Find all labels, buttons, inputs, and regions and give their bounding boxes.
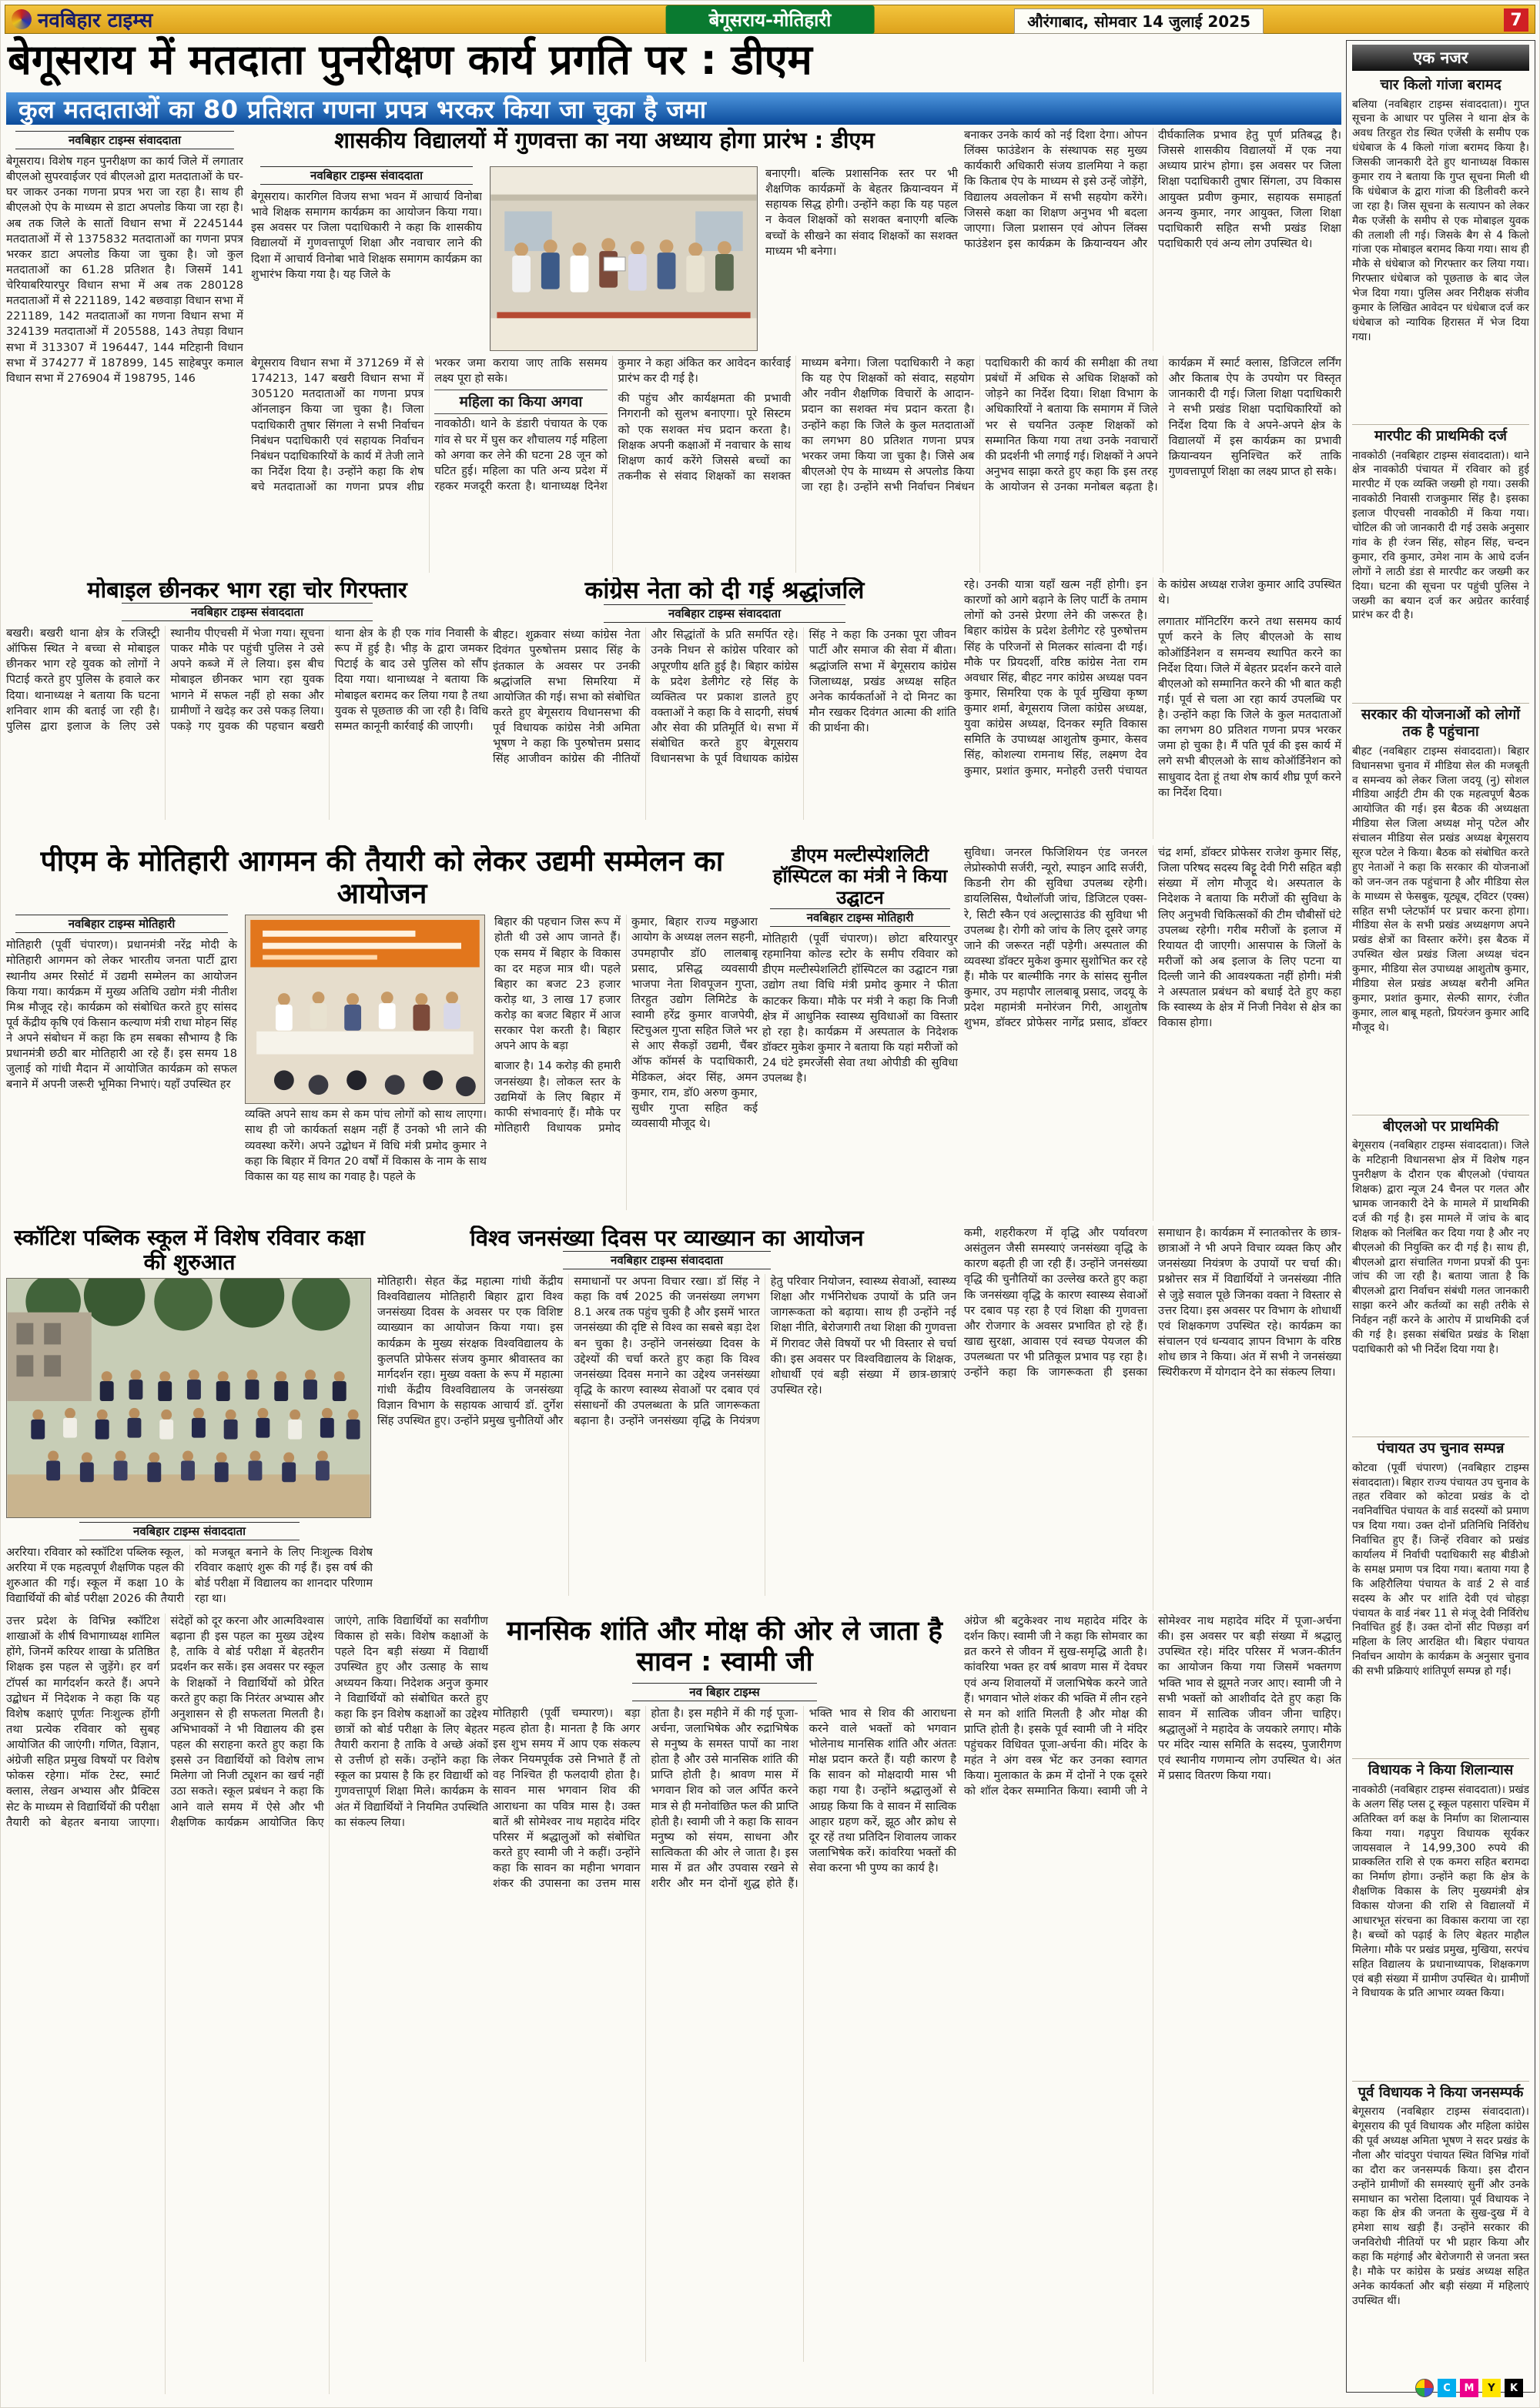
photo-pm-summit-stage (245, 915, 485, 1104)
article-headline: मानसिक शांति और मोक्ष की ओर ले जाता है सावन : स्वामी जी (506, 1617, 943, 1677)
article-body: उत्तर प्रदेश के विभिन्न स्कॉटिश शाखाओं के शीर्ष विभागाध्यक्ष शामिल होंगे, जिनमें करियर शाखा के प्रतिष्ठित शिक्षक इस पहल से जुड़ेंगे। हर वर्ग टॉपर्स का मार्गदर्शन करते हैं। अपने उद्बोधन में निदेशक ने कहा कि यह विशेष कक्षाएं पूर्णतः निःशुल्क होंगी तथा प्रत्येक रविवार को सुबह आयोजित की जाएं‍गी। गणित, विज्ञान, अंग्रेजी सहित प्रमुख विषयों पर विशेष फोकस रहेगा। मॉक टेस्ट, स्मार्ट क्लास, लेखन अभ्यास और प्रैक्टिस सेट के माध्यम से विद्यार्थियों की परीक्षा तैयारी को बेहतर बनाया जाएगा। संदेहों को दूर करना और आत्मविश्वास बढ़ाना ही इस पहल का मुख्य उद्देश्य है, ताकि वे बोर्ड परीक्षा में बेहतरीन प्रदर्शन कर सकें। इस अवसर पर स्कूल के शिक्षकों ने विद्यार्थियों को प्रेरित करते हुए कहा कि निरंतर अभ्यास और अनुशासन से ही सफलता मिलती है। अभिभावकों ने भी विद्यालय की इस पहल की सराहना करते हुए कहा कि इससे उन विद्यार्थियों को विशेष लाभ मिलेगा जो निजी ट्यूशन का खर्च नहीं उठा सकते। स्कूल प्रबंधन ने कहा कि आने वाले समय में ऐसे और भी शैक्षणिक कार्यक्रम आयोजित किए जाएंगे, ताकि विद्यार्थियों का सर्वांगीण विकास हो सके। विशेष कक्षाओं के पहले दिन बड़ी संख्या में विद्यार्थी उपस्थित हुए और उत्साह के साथ अध्ययन किया। निदेशक अनुज कुमार ने विद्यार्थियों को संबोधित करते हुए कहा कि इन विशेष कक्षाओं का उद्देश्य छात्रों को बोर्ड परीक्षा के लिए बेहतर तैयारी कराना है ताकि वे अच्छे अंकों से उत्तीर्ण हो सकें। उन्होंने कहा कि स्कूल का प्रयास है कि हर विद्यार्थी को गुणवत्तापूर्ण शिक्षा मिले। कार्यक्रम के अंत में विद्यार्थियों ने नियमित उपस्थिति का संकल्प लिया। (6, 1614, 488, 1829)
byline: नवबिहार टाइम्स मोतिहारी (770, 908, 950, 927)
article-body: की पहुंच और कार्यक्षमता की प्रभावी निगरानी को सुलभ बनाएगा। पूरे सिस्टम को एक सशक्त मंच प्रदान करता है। शिक्षक अपनी कक्षाओं में नवाचार के साथ शिक्षण कार्य करेंगे जिससे बच्चों का तकनीक से संवाद शिक्षकों का सशक्त माध्यम बनेगा। जिला पदाधिकारी ने कहा कि यह ऐप शिक्षकों को संवाद, सहयोग और नवीन शैक्षणिक विचारों के आदान-प्रदान का सशक्त मंच प्रदान करता है। उन्होंने कहा कि जिले के कुल मतदाताओं का लगभग 80 प्रतिशत गणना प्रपत्र भरकर जमा किया जा चुका है। जिसे अब बीएलओ ऐप के माध्यम से अपलोड किया जा रहा है। उन्होंने सभी निर्वाचन निबंधन पदाधिकारी की कार्य की समीक्षा की तथा प्रबंधों में अधिक से अधिक शिक्षकों को जोड़ने का निर्देश दिया। शिक्षा विभाग के अधिकारियों ने बताया कि समागम में जिले भर से चयनित उत्कृष्ट शिक्षकों को सम्मानित किया गया तथा उनके नवाचारों की प्रदर्शनी भी लगाई गई। शिक्षकों ने अपने अनुभव साझा करते हुए कहा कि इस तरह के आयोजन से उनका मनोबल बढ़ता है। कार्यक्रम में स्मार्ट क्लास, डिजिटल लर्निंग और किताब ऐप के उपयोग पर विस्तृत जानकारी दी गई। जिला शिक्षा पदाधिकारी ने सभी प्रखंड शिक्षा पदाधिकारियों को निर्देश दिया कि वे अपने-अपने क्षेत्र के विद्यालयों में इस कार्यक्रम का प्रभावी क्रियान्वयन सुनिश्चित करें ताकि गुणवत्तापूर्ण शिक्षा का लक्ष्य प्राप्त हो सके। (618, 356, 1341, 493)
byline: नवबिहार टाइम्स संवाददाता (15, 131, 233, 149)
byline: नवबिहार टाइम्स संवाददाता (122, 603, 373, 621)
article-voter-revision (6, 131, 243, 573)
article-school-col1 (251, 166, 482, 353)
article-population-day (377, 1226, 956, 1610)
sidebar-title: एक नजर (1352, 45, 1529, 71)
article-school-continuation-right (964, 128, 1341, 351)
sidebar-item-body: कोटवा (पूर्वी चंपारण) (नवबिहार टाइम्स संवाददाता)। बिहार राज्य पंचायत उप चुनाव के तहत रविवार को कोटवा प्रखंड के दो नवनिर्वाचित पंचायत के वार्ड सदस्यों को प्रमाण पत्र दिया गया। उक्त दोनों प्रतिनिधि निर्विरोध निर्वाचित हुए हैं। जिन्हें रविवार को प्रखंड कार्यालय में निर्वाची पदाधिकारी सह बीडीओ के समक्ष प्रमाण पत्र दिया गया। बताया गया है कि अहिरौलिया पंचायत के वार्ड 2 से वार्ड सदस्य के और पर शांति देवी एवं चोहड़ा पंचायत के वार्ड नंबर 11 से मंजू देवी निर्विरोध निर्वाचित हुई हैं। उक्त दोनों सीट पिछड़ा वर्ग महिला के लिए आरक्षित थी। बिहार पंचायत निर्वाचन आयोग के कार्यक्रम के अनुसार चुनाव की सभी प्रक्रियाएं शांतिपूर्ण सम्पन्न हो गईं। (1352, 1461, 1529, 1678)
byline: नवबिहार टाइम्स संवाददाता (79, 1522, 300, 1540)
article-headline: विश्व जनसंख्या दिवस पर व्याख्यान का आयोजन (470, 1226, 864, 1251)
sidebar-item-headline: सरकार की योजनाओं को लोगों तक है पहुंचाना (1361, 706, 1521, 741)
article-body: मोतिहारी (पूर्वी चम्पारण)। बड़ा महत्व होता है। मानता है कि अगर इस शुभ समय में आप एक संकल्प लेकर नियमपूर्वक उसे निभाते हैं तो वह निश्चित ही फलदायी होता है। सावन मास भगवान शिव की आराधना का पवित्र मास है। उक्त बातें श्री सोमेश्वर नाथ महादेव मंदिर परिसर में श्रद्धालुओं को संबोधित करते हुए स्वामी जी ने कहीं। उन्होंने कहा कि सावन का महीना भगवान शंकर की उपासना का उत्तम मास होता है। इस महीने में की गई पूजा-अर्चना, जलाभिषेक और रुद्राभिषेक से मनुष्य के समस्त पापों का नाश होता है और उसे मानसिक शांति की प्राप्ति होती है। श्रावण मास में भगवान शिव को जल अर्पित करने मात्र से ही मनोवांछित फल की प्राप्ति होती है। स्वामी जी ने कहा कि सावन मनुष्य को संयम, साधना और सात्विकता की ओर ले जाता है। इस मास में व्रत और उपवास रखने से शरीर और मन दोनों शुद्ध होते हैं। भक्ति भाव से शिव की आराधना करने वाले भक्तों को भगवान भोलेनाथ मानसिक शांति और अंततः मोक्ष प्रदान करते हैं। यही कारण है कि सावन को मोक्षदायी मास भी कहा गया है। उन्होंने श्रद्धालुओं से आग्रह किया कि वे सावन में सात्विक आहार ग्रहण करें, झूठ और क्रोध से दूर रहें तथा प्रतिदिन शिवालय जाकर जलाभिषेक करें। कांवरिया भक्तों की सेवा करना भी पुण्य का कार्य है। (493, 1706, 956, 1891)
article-body: मोतिहारी। सेहत केंद्र महात्मा गांधी केंद्रीय विश्वविद्यालय मोतिहारी बिहार द्वारा विश्व जनसंख्या दिवस के अवसर पर एक विशिष्ट व्याख्यान का आयोजन किया गया। इस कार्यक्रम के मुख्य संरक्षक विश्वविद्यालय के कुलपति प्रोफेसर संजय कुमार श्रीवास्तव का मार्गदर्शन रहा। मुख्य वक्ता के रूप में महात्मा गांधी केंद्रीय विश्वविद्यालय के जनसंख्या विज्ञान विभाग के सहायक आचार्य डॉ. दुर्गेश सिंह उपस्थित हुए। उन्होंने प्रमुख चुनौतियों और समाधानों पर अपना विचार रखा। डॉ सिंह ने कहा कि वर्ष 2025 की जनसंख्या लगभग 8.1 अरब तक पहुंच चुकी है और इसमें भारत जनसंख्या की दृष्टि से विश्व का सबसे बड़ा देश बन चुका है। उन्होंने जनसंख्या दिवस के उद्देश्यों की चर्चा करते हुए कहा कि विश्व जनसंख्या दिवस मनाने का उद्देश्य जनसंख्या वृद्धि के कारण स्वास्थ्य सेवाओं पर दबाव एवं संसाधनों की उपलब्धता के प्रति जागरूकता बढ़ाना है। उन्होंने जनसंख्या वृद्धि के नियंत्रण हेतु परिवार नियोजन, स्वास्थ्य सेवाओं, स्वास्थ्य शिक्षा और गर्भनिरोधक उपायों के प्रति जन जागरूकता को बढ़ाया। साथ ही उन्होंने नई शिक्षा नीति, बेरोजगारी तथा शिक्षा की गुणवत्ता में गिरावट जैसे विषयों पर भी विस्तार से चर्चा की। इस अवसर पर विश्वविद्यालय के शिक्षक, शोधार्थी एवं बड़ी संख्या में छात्र-छात्राएं उपस्थित रहे। (377, 1275, 956, 1428)
sidebar-item-headline: विधायक ने किया शिलान्यास (1368, 1762, 1514, 1779)
edition-banner: बेगूसराय-मोतिहारी (666, 5, 875, 34)
article-body: मोतिहारी (पूर्वी चंपारण)। प्रधानमंत्री नरेंद्र मोदी के मोतिहारी आगमन को लेकर भारतीय जनता पार्टी द्वारा स्थानीय अमर रिसोर्ट में उद्यमी सम्मेलन का आयोजन किया गया। कार्यक्रम में मुख्य अतिथि उद्योग मंत्री नीतीश मिश्र मौजूद रहे। कार्यक्रम को संबोधित करते हुए सांसद पूर्व केंद्रीय कृषि एवं किसान कल्याण मंत्री राधा मोहन सिंह ने अपने संबोधन में कहा कि हम सबका सौभाग्य है कि प्रधानमंत्री छठी बार मोतिहारी आ रहे हैं। इस समय 18 जुलाई को गांधी मैदान में आयोजित कार्यक्रम को सफल बनाने में अपनी जरूरी भूमिका निभाएं। यहाँ उपस्थित हर (6, 938, 237, 1092)
sidebar-item-panchayat-bypoll (1352, 1437, 1529, 1759)
article-body: बखरी। बखरी थाना क्षेत्र के रजिस्ट्री ऑफिस स्थित ने बच्चा से मोबाइल छीनकर भाग रहे युवक को लोगों ने पिटाई करते हुए पुलिस के हवाले कर दिया। थानाध्यक्ष ने बताया कि घटना शनिवार शाम की बताई जा रही है। पुलिस द्वारा इलाज के लिए उसे स्थानीय पीएचसी में भेजा गया। सूचना पाकर मौके पर पहुंची पुलिस ने उसे अपने कब्जे में ले लिया। इस बीच मोबाइल छीनकर भाग रहा युवक भागने में सफल नहीं हो सका और ग्रामीणों ने खदेड़ कर उसे पकड़ लिया। पकड़े गए युवक की पहचान बखरी थाना क्षेत्र के ही एक गांव निवासी के रूप में हुई है। भीड़ के द्वारा जमकर पिटाई के बाद उसे पुलिस को सौंप दिया गया। थानाध्यक्ष ने बताया कि मोबाइल बरामद कर लिया गया है तथा युवक से पूछताछ की जा रही है। विधि सम्मत कानूनी कार्रवाई की जाएगी। (6, 627, 488, 733)
byline: नवबिहार टाइम्स संवाददाता (563, 1251, 772, 1269)
article-body: अंग्रेज श्री बटुकेश्वर नाथ महादेव मंदिर के दर्शन किए। स्वामी जी ने कहा कि सोमवार का व्रत करने से जीवन में सुख-समृद्धि आती है। कांवरिया भक्त हर वर्ष श्रावण मास में देवघर एवं अन्य शिवालयों में जलाभिषेक करने जाते हैं। भगवान भोले शंकर की भक्ति में लीन रहने से मन को शांति मिलती है और मोक्ष की प्राप्ति होती है। इसके पूर्व स्वामी जी ने मंदिर पहुंचकर विधिवत पूजा-अर्चना की। मंदिर के महंत ने अंग वस्त्र भेंट कर उनका स्वागत किया। मुलाकात के क्रम में दोनों ने एक दूसरे को शॉल देकर सम्मानित किया। स्वामी जी ने सोमेश्वर नाथ महादेव मंदिर में पूजा-अर्चना की। इस अवसर पर बड़ी संख्या में श्रद्धालु उपस्थित रहे। मंदिर परिसर में भजन-कीर्तन का आयोजन किया गया जिसमें भक्तगण भक्ति भाव से झूमते नजर आए। स्वामी जी ने सभी भक्तों को आशीर्वाद देते हुए कहा कि सावन में सात्विक जीवन जीना चाहिए। श्रद्धालुओं ने महादेव के जयकारे लगाए। मौके पर मंदिर न्यास समिति के सदस्य, पुजारीगण एवं स्थानीय गणमान्य लोग उपस्थित थे। अंत में प्रसाद वितरण किया गया। (964, 1614, 1341, 1798)
sidebar-item-ganja (1352, 74, 1529, 425)
sidebar-item-blo-fir (1352, 1115, 1529, 1437)
dateline: औरंगाबाद, सोमवार 14 जुलाई 2025 (1014, 8, 1264, 34)
article-body: बिहार की पहचान जिस रूप में होती थी उसे आप जानते हैं। एक समय में बिहार के विकास का दर महज मात्र थी। पहले बिहार का बजट 23 हजार करोड़ था, 3 लाख 17 हजार करोड़ का बजट बिहार में आज सरकार पेश करती है। बिहार अपने आप के बड़ा (494, 915, 621, 1053)
sidebar-item-mla-foundation (1352, 1759, 1529, 2081)
voter-continuation: बेगूसराय विधान सभा में 371269 में से 174213, 147 बखरी विधान सभा में 305120 मतदाताओं का गणना प्रपत्र ऑनलाइन किया जा चुका है। जिला पदाधिकारी तुषार सिंगला ने सभी निर्वाचन निबंधन पदाधिकारी एवं सहायक निर्वाचन निबंधन पदाधिकारियों के कार्य में तेजी लाने का निर्देश दिया है। उन्होंने कहा कि शेष बचे मतदाताओं का गणना प्रपत्र शीघ्र भरकर जमा कराया जाए ताकि ससमय लक्ष्य पूरा हो सके। (251, 356, 608, 493)
article-body: बनाएगी। बल्कि प्रशासनिक स्तर पर भी शैक्षणिक कार्यक्रमों के बेहतर क्रियान्वयन में सहायक सिद्ध होगी। उन्होंने कहा कि यह पहल न केवल शिक्षकों को सशक्त बनाएगी बल्कि बच्चों के सीखने का संवाद शिक्षकों का सशक्त माध्यम भी बनेगा। (765, 167, 958, 258)
article-body: अररिया। रविवार को स्कॉटिश पब्लिक स्कूल, अररिया में एक महत्वपूर्ण शैक्षणिक पहल की शुरुआत की गई। स्कूल में कक्षा 10 के विद्यार्थियों की बोर्ड परीक्षा 2026 की तैयारी को मजबूत बनाने के लिए निःशुल्क विशेष रविवार कक्षाएं शुरू की गई हैं। इस वर्ष की बोर्ड परीक्षा में विद्यालय का शानदार परिणाम रहा था। (6, 1545, 373, 1606)
brief-kidnap-body: नावकोठी। थाने के डंडारी पंचायत के एक गांव से घर में घुस कर शौचालय गई महिला को अगवा कर लेने की घटना 28 जून को घटित हुई। महिला का पति अन्य प्रदेश में रहकर मजदूरी करता है। थानाध्यक्ष दिनेश कुमार ने कहा अंकित कर आवेदन कार्रवाई प्रारंभ कर दी गई है। (434, 356, 791, 493)
lead-subheadline-bar: कुल मतदाताओं का 80 प्रतिशत गणना प्रपत्र भरकर किया जा चुका है जमा (6, 92, 1341, 125)
article-body: बाजार है। 14 करोड़ की हमारी जनसंख्या है। लोकल स्तर के उद्यमियों के लिए बिहार में काफी संभावनाएं हैं। मौके पर मोतिहारी विधायक प्रमोद कुमार, बिहार राज्य मछुआरा आयोग के अध्यक्ष ललन सहनी, उपमहापौर डॉ0 लालबाबू प्रसाद, प्रसिद्ध व्यवसायी भाजपा नेता शिवपूजन गुप्ता, तिरहुत उद्योग लिमिटेड के स्वामी हरेंद्र कुमार वाजपेयी, स्टिचुअल गुप्ता सहित जिले भर से आए सैकड़ों उद्यमी, चैंबर ऑफ कॉमर्स के पदाधिकारी, मेडिकल, अंदर सिंह, अमन कुमार, राम, डॉ0 अरुण कुमार, सुधीर गुप्ता सहित कई व्यवसायी मौजूद थे। (494, 915, 758, 1135)
article-headline: मोबाइल छीनकर भाग रहा चोर गिरफ्तार (87, 577, 407, 603)
lead-headline: बेगूसराय में मतदाता पुनरीक्षण कार्य प्रगति पर : डीएम (8, 35, 812, 84)
masthead (5, 5, 1535, 34)
continuation-hospital (964, 845, 1341, 1221)
sidebar-item-exmla-outreach (1352, 2082, 1529, 2388)
cyan-mark-icon: C (1438, 2379, 1456, 2397)
yellow-mark-icon: Y (1482, 2379, 1501, 2397)
sidebar-item-govt-schemes (1352, 704, 1529, 1115)
article-body: बनाकर उनके कार्य को नई दिशा देगा। ओपन लिंक्स फाउंडेशन के संस्थापक सह मुख्य कार्यकारी अधिकारी संजय डालमिया ने कहा कि किताब ऐप के माध्यम से इसे उन्हें जोड़ेंगे, विद्यालय अवलोकन में सभी सहयोग करेंगे। जिससे कक्षा का शिक्षण अनुभव भी बदला जाएगा। जिला प्रशासन एवं ओपन लिंक्स फाउंडेशन इस कार्यक्रम के क्रियान्वयन और दीर्घकालिक प्रभाव हेतु पूर्ण प्रतिबद्ध है। जिससे शासकीय विद्यालयों में एक नया अध्याय प्रारंभ होगा। इस अवसर पर जिला शिक्षा पदाधिकारी तुषार सिंगला, उप विकास आयुक्त प्रवीण कुमार, सहायक समाहर्ता अनन्य कुमार, नगर आयुक्त, जिला शिक्षा पदाधिकारी सहित सभी प्रखंड शिक्षा पदाधिकारी एवं अन्य लोग उपस्थित थे। (964, 129, 1341, 250)
color-registration-circle-icon (1415, 2379, 1434, 2397)
sidebar-item-headline: बीएलओ पर प्राथमिकी (1382, 1118, 1498, 1135)
masthead-logo-icon (12, 9, 32, 29)
sidebar-item-headline: मारपीट की प्राथमिकी दर्ज (1374, 428, 1507, 445)
article-mobile-thief (6, 577, 488, 839)
article-body: बीहट। शुक्रवार संध्या कांग्रेस नेता दिवंगत पुरुषोत्तम प्रसाद सिंह के इंतकाल के अवसर पर उनकी श्रद्धांजलि सभा सिमरिया में आयोजित की गई। सभा को संबोधित करते हुए बेगूसराय विधानसभा की पूर्व विधायक कांग्रेस नेत्री अमिता भूषण ने कहा कि पुरुषोत्तम प्रसाद सिंह आजीवन कांग्रेस की नीतियों और सिद्धांतों के प्रति समर्पित रहे। उनके निधन से कांग्रेस परिवार को अपूरणीय क्षति हुई है। बिहार कांग्रेस के प्रदेश डेलीगेट रहे सिंह के व्यक्तित्व पर प्रकाश डालते हुए वक्ताओं ने कहा कि वे सादगी, संघर्ष और सेवा की प्रतिमूर्ति थे। सभा में संबोधित करते हुए बेगूसराय विधानसभा के पूर्व विधायक कांग्रेस सिंह ने कहा कि उनका पूरा जीवन पार्टी और समाज की सेवा में बीता। श्रद्धांजलि सभा में बेगूसराय कांग्रेस जिलाध्यक्ष, प्रखंड अध्यक्ष सहित अनेक कार्यकर्ताओं ने दो मिनट का मौन रखकर दिवंगत आत्मा की शांति की प्रार्थना की। (493, 628, 956, 766)
article-headline: डीएम मल्टीस्पेशलिटी हॉस्पिटल का मंत्री ने किया उद्घाटन (772, 845, 948, 908)
photo-scottish-school-group (6, 1278, 371, 1518)
sidebar-item-body: बलिया (नवबिहार टाइम्स संवाददाता)। गुप्त सूचना के आधार पर पुलिस ने थाना क्षेत्र के अवध तिरहुत रोड स्थित एजेंसी के समीप एक धंधेबाज के 4 किलो गांजा बरामद किया है। जिसकी जानकारी देते हुए थानाध्यक्ष विकास कुमार राय ने बताया कि गुप्त सूचना मिली थी कि धंधेबाज के द्वारा गांजा की डिलीवरी करने जा रहा है। जिस सूचना के सत्यापन को लेकर मैक एजेंसी के समीप से एक मोबाइल युवक की तलाशी ली गई। जिसके बैग से 4 किलो गांजा एक मोबाइल बरामद किया गया। साथ ही मौके से धंधेबाज को गिरफ्तार कर लिया गया। गिरफ्तार धंधेबाज को पूछताछ के बाद जेल भेज दिया गया। पुलिस अवर निरीक्षक संजीव कुमार के लिखित आवेदन पर धंधेबाज दर्ज कर धंधेबाज को न्यायिक हिरासत में भेज दिया गया। (1352, 98, 1529, 343)
article-body: लगातार मॉनिटरिंग करने तथा ससमय कार्य पूर्ण करने के लिए बीएलओ के साथ कोऑर्डिनेशन व समन्वय स्थापित करने का निर्देश दिया। जिले में बेहतर प्रदर्शन करने वाले बीएलओ को सम्मानित करने की भी बात कही गई। पूर्व से चला आ रहा कार्य उपलब्धि पर है। उन्होंने कहा कि जिले के कुल मतदाताओं का लगभग 80 प्रतिशत गणना प्रपत्र भरकर जमा हो चुका है। मैं पति पूर्व की इस कार्य में लगे सभी बीएलओ के साथ कोऑर्डिनेशन को साधुवाद देता हूं तथा शेष कार्य शीघ्र पूर्ण करने का निर्देश दिया। (1158, 615, 1341, 799)
continuation-scottish (6, 1614, 488, 2394)
sidebar-item-assault-fir (1352, 425, 1529, 704)
article-body: बेगूसराय। विशेष गहन पुनरीक्षण का कार्य जिले में लगातार बीएलओ सुपरवाईजर एवं बीएलओ द्वारा मतदाताओं के घर-घर जाकर उनका गणना प्रपत्र भरा जा रहा है। साथ ही बीएलओ ऐप के माध्यम से डाटा अपलोड किया जा रहा है। अब तक जिले के सातों विधान सभा में 2245144 मतदाताओं में से 1375832 मतदाताओं का गणना प्रपत्र भरकर डाटा अपलोड किया जा चुका है। जो कुल मतदाताओं का 61.28 प्रतिशत है। जिसमें 141 चेरियाबरियारपुर विधान सभा में अब तक 280128 मतदाताओं में से 221189, 142 बछवाड़ा विधान सभा में 221189, 142 मतदाताओं का गणना विधान सभा में 324139 मतदाताओं में 205588, 143 तेघड़ा विधान सभा में 313307 में 196447, 144 मटिहानी विधान सभा में 374277 में 187899, 145 साहेबपुर कमाल विधान सभा में 276904 में 198795, 146 (6, 155, 243, 385)
magenta-mark-icon: M (1460, 2379, 1478, 2397)
article-body: रहे। उनकी यात्रा यहाँ खत्म नहीं होगी। इन कारणों को आगे बढ़ाने के लिए पार्टी के तमाम लोगों को उनसे प्रेरणा लेने की जरूरत है। बिहार कांग्रेस के प्रदेश डेलीगेट रहे पुरुषोत्तम सिंह के परिजनों से मिलकर सांत्वना दी गई। मौके पर प्रियदर्शी, वरिष्ठ कांग्रेस नेता राम अवधार सिंह, बीहट नगर कांग्रेस अध्यक्ष पवन कुमार, सिमरिया एक के पूर्व मुखिया कृष्ण कुमार शर्मा, बेगूसराय जिला कांग्रेस अध्यक्ष, युवा कांग्रेस अध्यक्ष, दिनकर स्मृति विकास समिति के उपाध्यक्ष आशुतोष कुमार, केसव सिंह, कोशल्या रामनाथ सिंह, लक्ष्मण देव कुमार, प्रशांत कुमार, मनोहरी उत्तरी पंचायत के कांग्रेस अध्यक्ष राजेश कुमार आदि उपस्थित थे। (964, 578, 1341, 778)
continuation-congress (964, 577, 1341, 839)
sidebar-item-headline: चार किलो गांजा बरामद (1380, 77, 1502, 93)
sidebar-item-headline: पंचायत उप चुनाव सम्पन्न (1377, 1440, 1505, 1457)
article-school-main-row (251, 166, 958, 353)
article-body: सुविधा। जनरल फिजिशियन एंड जनरल लेप्रोस्कोपी सर्जरी, न्यूरो, स्पाइन आदि सर्जरी, किडनी रोग की सुविधा उपलब्ध रहेगी। डायलिसिस, पैथोलॉजी जांच, डिजिटल एक्स-रे, सिटी स्कैन एवं अल्ट्रासाउंड की सुविधा भी उपलब्ध है। रोगी को जांच के लिए दूसरे जगह जाने की जरूरत नहीं पड़ेगी। अस्पताल की व्यवस्था डॉक्टर मुकेश कुमार सुशोभित कर रहे हैं। मौके पर बाल्मीकि नगर के सांसद सुनील कुमार, उप महापौर लालबाबू प्रसाद, जदयू के प्रदेश महामंत्री मनोरंजन गिरी, आशुतोष शुभम, डॉक्टर प्रोफेसर नागेंद्र प्रसाद, डॉक्टर चंद्र शर्मा, डॉक्टर प्रोफेसर राजेश कुमार सिंह, जिला परिषद सदस्य बिट्टू देवी गिरी सहित बड़ी संख्या में लोग मौजूद थे। अस्पताल के निदेशक ने बताया कि मरीजों की सुविधा के लिए अनुभवी चिकित्सकों की टीम चौबीसों घंटे उपलब्ध रहेगी। गरीब मरीजों के इलाज में रियायत दी जाएगी। आसपास के जिलों के मरीजों को अब इलाज के लिए पटना या दिल्ली जाने की आवश्यकता नहीं होगी। मंत्री ने अस्पताल प्रबंधन को बधाई देते हुए कहा कि स्वास्थ्य के क्षेत्र में निजी निवेश से क्षेत्र का विकास होगा। (964, 846, 1341, 1030)
sidebar-ek-nazar (1346, 40, 1535, 2393)
paper-name: नवबिहार टाइम्स (38, 9, 153, 32)
sidebar-item-body: नावकोठी (नवबिहार टाइम्स संवाददाता)। प्रखंड के अलग सिंह प्लस टू स्कूल पहसारा पश्चिम में अतिरिक्त वर्ग कक्ष के निर्माण का शिलान्यास किया गया। गढ़पुरा विधायक सूर्यकर जायसवाल ने 14,99,300 रुपये की प्राक्कलित राशि से एक कमरा सहित बरामदा का निर्माण होगा। उन्होंने कहा कि क्षेत्र के शैक्षणिक विकास के लिए मुख्यमंत्री क्षेत्र विकास योजना की राशि से विद्यालयों में आधारभूत संरचना का विकास कराया जा रहा है। बच्चों को पढ़ाई के लिए बेहतर माहौल मिलेगा। मौके पर प्रखंड प्रमुख, मुखिया, सरपंच सहित विद्यालय के प्रधानाध्यापक, शिक्षकगण एवं बड़ी संख्या में ग्रामीण उपस्थित थे। ग्रामीणों ने विधायक के प्रति आभार व्यक्त किया। (1352, 1783, 1529, 2000)
article-pm-photo-col (245, 915, 487, 1210)
black-mark-icon: K (1505, 2379, 1523, 2397)
article-headline: स्कॉटिश पब्लिक स्कूल में विशेष रविवार कक्षा की शुरुआत (14, 1226, 365, 1275)
byline: नव बिहार टाइम्स (632, 1683, 818, 1701)
article-congress-tribute (493, 577, 956, 839)
article-school-col2 (765, 166, 958, 353)
article-dm-hospital (762, 845, 958, 1221)
continuation-strip (251, 356, 1341, 573)
continuation-population (964, 1226, 1341, 1610)
sidebar-item-body: बीहट (नवबिहार टाइम्स संवाददाता)। बिहार विधानसभा चुनाव में मीडिया सेल की मजबूती व समन्वय को लेकर जिला जदयू (नु) सोशल मीडिया आईटी टीम की एक महत्वपूर्ण बैठक आयोजित की गई। इस बैठक की अध्यक्षता मीडिया सेल जिला अध्यक्ष मोनू पटेल और संचालन मीडिया सेल प्रखंड अध्यक्ष बेगूसराय सूरज पटेल ने किया। बैठक को संबोधित करते हुए नेताओं ने कहा कि सरकार की योजनाओं को जन-जन तक पहुंचाना है और मीडिया सेल के माध्यम से फेसबुक, यूट्यूब, ट्विटर (एक्स) सहित सभी प्लेटफॉर्म पर प्रचार करना होगा। मीडिया सेल के सभी प्रखंड अध्यक्षगण अपने प्रखंड क्षेत्रों का विस्तार करेंगे। इस बैठक में उपस्थित खेल प्रखंड जिला अध्यक्ष चंदन कुमार, मीडिया सेल उपाध्यक्ष आशुतोष कुमार, मीडिया सेल प्रखंड अध्यक्ष बरौनी अमित कुमार, प्रशांत कुमार, सेल्फी सागर, रंजीत कुमार, लाल बाबू महतो, प्रियरंजन कुमार आदि मौजूद थे। (1352, 744, 1529, 1034)
article-scottish-school (6, 1226, 373, 1610)
article-body: कमी, शहरीकरण में वृद्धि और पर्यावरण असंतुलन जैसी समस्याएं जनसंख्या वृद्धि के कारण बढ़ती ही जा रही हैं। उन्होंने जनसंख्या वृद्धि की चुनौतियों का उल्लेख करते हुए कहा कि जनसंख्या वृद्धि के कारण स्वास्थ्य सेवाओं पर दबाव पड़ रहा है एवं शिक्षा की गुणवत्ता और रोजगार के अवसर प्रभावित हो रहे हैं। खाद्य सुरक्षा, आवास एवं स्वच्छ पेयजल की उपलब्धता पर भी प्रतिकूल प्रभाव पड़ रहा है। उन्होंने कहा कि जागरूकता ही इसका समाधान है। कार्यक्रम में स्नातकोत्तर के छात्र-छात्राओं ने भी अपने विचार व्यक्त किए और जनसंख्या नियंत्रण के उपायों पर चर्चा की। प्रश्नोत्तर सत्र में विद्यार्थियों ने जनसंख्या नीति से जुड़े सवाल पूछे जिनका वक्ता ने विस्तार से उत्तर दिया। इस अवसर पर विभाग के शोधार्थी एवं शिक्षकगण उपस्थित रहे। कार्यक्रम का संचालन एवं धन्यवाद ज्ञापन विभाग के वरिष्ठ शोध छात्र ने किया। अंत में सभी ने जनसंख्या स्थिरीकरण में योगदान देने का संकल्प लिया। (964, 1226, 1341, 1380)
continuation-sawan (964, 1614, 1341, 2394)
sidebar-item-body: बेगूसराय (नवबिहार टाइम्स संवाददाता)। बेगूसराय की पूर्व विधायक और महिला कांग्रेस की पूर्व अध्यक्ष अमिता भूषण ने सदर प्रखंड के नौला और चांदपुरा पंचायत स्थित विभिन्न गांवों का दौरा कर जनसम्पर्क किया। इस दौरान उन्होंने ग्रामीणों की समस्याएं सुनीं और उनके समाधान का भरोसा दिलाया। पूर्व विधायक ने कहा कि क्षेत्र की जनता के सुख-दुख में वे हमेशा साथ खड़ी हैं। उन्होंने सरकार की जनविरोधी नीतियों पर भी प्रहार किया और कहा कि महंगाई और बेरोजगारी से जनता त्रस्त है। मौके पर कांग्रेस के प्रखंड अध्यक्ष सहित अनेक कार्यकर्ता और बड़ी संख्या में महिलाएं उपस्थित थीं। (1352, 2105, 1529, 2307)
print-registration-marks (1415, 2379, 1523, 2397)
article-school-headline: शासकीय विद्यालयों में गुणवत्ता का नया अध्याय होगा प्रारंभ : डीएम (334, 127, 875, 153)
byline: नवबिहार टाइम्स संवाददाता (260, 166, 473, 185)
article-headline: कांग्रेस नेता को दी गई श्रद्धांजलि (584, 577, 865, 604)
article-body: बेगूसराय। कारगिल विजय सभा भवन में आचार्य विनोबा भावे शिक्षक समागम कार्यक्रम का आयोजन किया गया। इस अवसर पर जिला पदाधिकारी ने कहा कि शासकीय विद्यालयों में गुणवत्तापूर्ण शिक्षा और नवाचार लाने की दिशा में आचार्य विनोबा भावे शिक्षक समागम कार्यक्रम का शुभारंभ किया गया है। यह जिले के (251, 190, 482, 281)
byline: नवबिहार टाइम्स मोतिहारी (15, 915, 228, 933)
page-number: 7 (1504, 8, 1528, 32)
byline: नवबिहार टाइम्स संवाददाता (604, 604, 845, 623)
article-pm-col3 (494, 915, 758, 1210)
sidebar-item-body: बेगूसराय (नवबिहार टाइम्स संवाददाता)। जिले के मटिहानी विधानसभा क्षेत्र में विशेष गहन पुनरीक्षण के दौरान एक बीएलओ (पंचायत शिक्षक) द्वारा न्यूज 24 चैनल पर गलत और भ्रामक जानकारी देने के मामले में प्राथमिकी दर्ज की गई है। इस मामले में जांच के बाद शिक्षक को निलंबित कर दिया गया है और नए बीएलओ की नियुक्ति कर दी गई है। साथ ही, बीएलओ द्वारा संचालित गणना प्रपत्रों की पुनः जांच की जा रही है। बताया जाता है कि बीएलओ द्वारा निर्वाचन संबंधी गलत जानकारी साझा करने और कर्तव्यों का सही तरीके से निर्वहन नहीं करने के आरोप में प्राथमिकी दर्ज की गई है। इसका संबंधित प्रखंड के शिक्षा पदाधिकारी को भी निर्देश दिया गया है। (1352, 1139, 1529, 1356)
article-body: मोतिहारी (पूर्वी चंपारण)। छोटा बरियारपुर रहमानिया कोल्ड स्टोर के समीप रविवार को डीएम मल्टीस्पेशलिटी हॉस्पिटल का उद्घाटन गन्ना उद्योग तथा विधि मंत्री प्रमोद कुमार ने फीता काटकर किया। मौके पर मंत्री ने कहा कि निजी क्षेत्र में आधुनिक स्वास्थ्य सुविधाओं का विस्तार हो रहा है। कार्यक्रम में अस्पताल के निदेशक डॉक्टर मुकेश कुमार ने बताया कि यहां मरीजों को 24 घंटे इमरजेंसी सेवा तथा ओपीडी की सुविधा उपलब्ध है। (762, 932, 958, 1085)
article-pm-col1 (6, 915, 237, 1210)
brief-kidnap-headline: महिला का किया अगवा (434, 390, 607, 414)
article-body: व्यक्ति अपने साथ कम से कम पांच लोगों को साथ लाएगा। साथ ही जो कार्यकर्ता सक्षम नहीं हैं उनको भी लाने की व्यवस्था करेंगे। अपने उद्बोधन में विधि मंत्री प्रमोद कुमार ने कहा कि बिहार में विगत 20 वर्षों में विकास के नाम के साथ विकास का यह साथ का गवाह है। पहले के (245, 1108, 487, 1183)
article-headline: पीएम के मोतिहारी आगमन की तैयारी को लेकर उद्यमी सम्मेलन का आयोजन (40, 845, 724, 911)
article-pm-summit (6, 845, 758, 1221)
article-sawan (493, 1617, 956, 2394)
sidebar-item-body: नावकोठी (नवबिहार टाइम्स संवाददाता)। थाने क्षेत्र नावकोठी पंचायत में रविवार को हुई मारपीट में एक व्यक्ति जख्मी हो गया। उसकी नावकोठी निवासी राजकुमार सिंह है। इसका इलाज पीएचसी नावकोठी में किया गया। चोटिल की जो जानकारी दी गई उसके अनुसार गांव के ही रंजन सिंह, सोहन सिंह, चन्दन कुमार, रवि कुमार, उमेश नाम के आधे दर्जन लोगों ने लाठी डंडा से मारपीट कर जख्मी कर दिया। घटना की सूचना पर पहुंची पुलिस ने जख्मी का बयान दर्ज कर अग्रेतर कार्रवाई प्रारंभ कर दी है। (1352, 449, 1529, 622)
sidebar-item-headline: पूर्व विधायक ने किया जनसम्पर्क (1358, 2084, 1524, 2101)
photo-teacher-samagam (490, 166, 758, 351)
